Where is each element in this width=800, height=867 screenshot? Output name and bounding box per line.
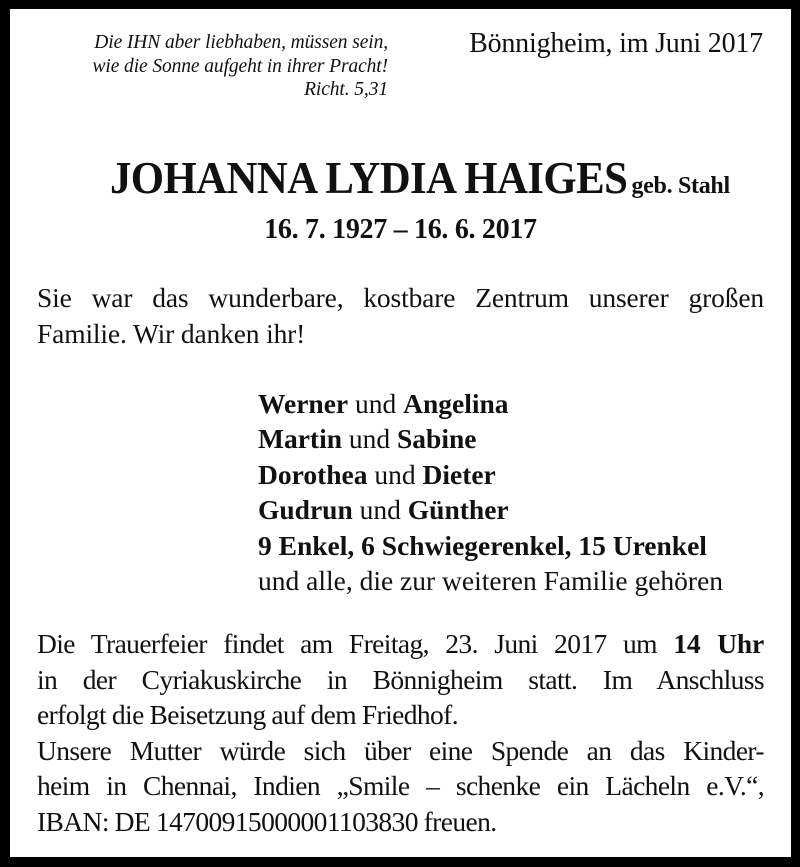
donation-line: heim in Chennai, Indien „Smile – schenke ein Lächeln e.V.“,	[37, 770, 764, 801]
family-couple	[258, 492, 723, 527]
family-member: Angelina	[403, 388, 509, 419]
family-member: Gudrun	[258, 494, 353, 526]
funeral-time: 14 Uhr	[673, 628, 764, 659]
descendants	[258, 528, 723, 563]
family-member: Werner	[258, 388, 349, 419]
funeral-notice	[37, 626, 764, 839]
family-member: Martin	[258, 423, 343, 455]
life-dates: 16. 7. 1927 – 16. 6. 2017	[264, 214, 537, 245]
deceased-heading	[10, 151, 791, 204]
verse-line: Die IHN aber liebhaben, müssen sein,	[94, 32, 388, 53]
family-member: Günther	[407, 494, 509, 526]
family-member: Dieter	[422, 458, 496, 490]
deceased-name: JOHANNA LYDIA HAIGES	[110, 152, 628, 203]
family-couple	[258, 457, 723, 492]
joiner: und	[354, 388, 397, 419]
family-list	[258, 386, 723, 598]
notice-line: in der Cyriakuskirche in Bönnigheim statt. Im Anschluss	[37, 663, 764, 695]
donation-line: Unsere Mutter würde sich über eine Spende an das Kinder-	[37, 734, 764, 766]
joiner: und	[359, 494, 401, 526]
maiden-name: geb. Stahl	[631, 173, 730, 199]
iban-line: IBAN: DE 14700915000001103830 freuen.	[37, 805, 497, 837]
place-and-date: Bönnigheim, im Juni 2017	[469, 28, 763, 59]
tribute-paragraph	[37, 280, 764, 351]
extended-family: und alle, die zur weiteren Familie gehören	[258, 564, 724, 596]
funeral-date-text: Die Trauerfeier findet am Freitag, 23. Juni 2017 um	[37, 628, 657, 659]
family-couple	[258, 421, 723, 456]
notice-line: erfolgt die Beisetzung auf dem Friedhof.	[37, 699, 459, 730]
family-couple	[258, 386, 723, 421]
bible-verse	[30, 31, 388, 102]
joiner: und	[374, 458, 416, 490]
obituary-card	[10, 9, 791, 857]
notice-line	[37, 626, 764, 662]
verse-reference: Richt. 5,31	[304, 79, 388, 100]
verse-line: wie die Sonne aufgeht in ihrer Pracht!	[92, 55, 388, 77]
tribute-line: Sie war das wunderbare, kostbare Zentrum unserer großen	[37, 282, 764, 313]
descendants-count: 9 Enkel, 6 Schwiegerenkel, 15 Urenkel	[258, 529, 707, 561]
family-member: Dorothea	[258, 458, 368, 490]
joiner: und	[348, 423, 391, 455]
family-member: Sabine	[397, 423, 477, 455]
tribute-line: Familie. Wir danken ihr!	[37, 317, 306, 349]
